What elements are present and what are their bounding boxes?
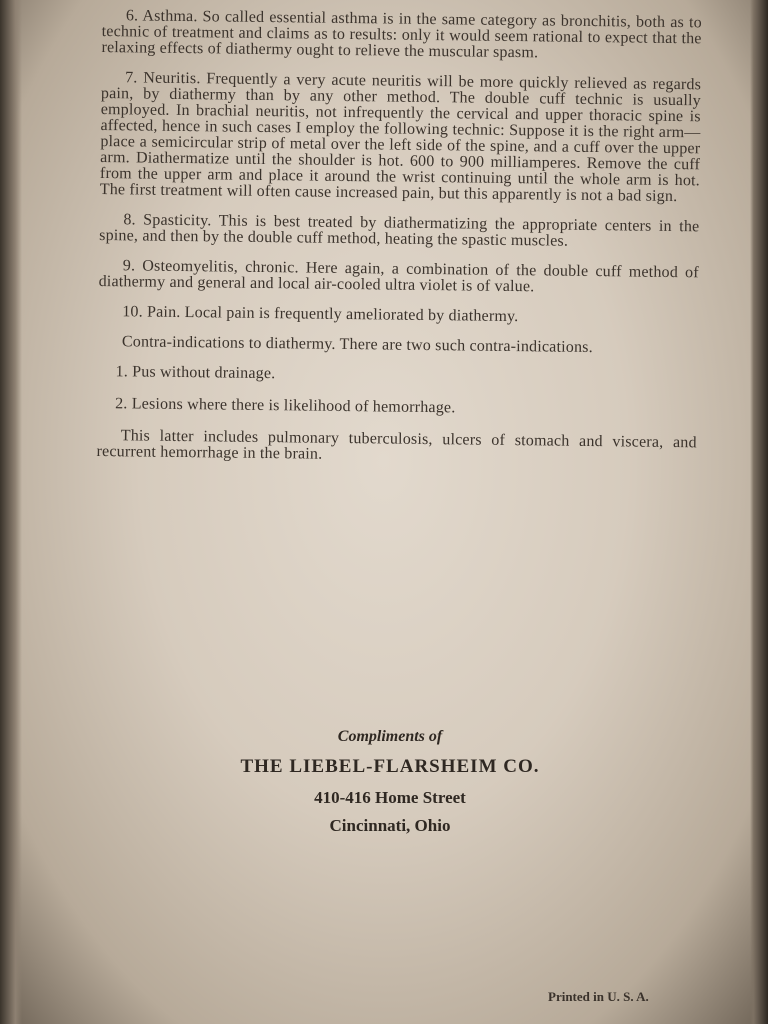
compliments-line: Compliments of bbox=[337, 728, 443, 745]
paragraph-text: 8. Spasticity. This is best treated by diathermatizing the appropriate centers in the spine, and then by the double cuff method, heating the spastic muscles. bbox=[99, 211, 700, 250]
paragraph-text: 10. Pain. Local pain is frequently ameliorated by diathermy. bbox=[122, 303, 519, 326]
paragraph-neuritis bbox=[100, 70, 702, 205]
page-edge-divider bbox=[755, 0, 757, 1024]
company-name: THE LIEBEL-FLARSHEIM CO. bbox=[240, 756, 540, 777]
paragraph-text: 7. Neuritis. Frequently a very acute neuritis will be more quickly relieved as regards pain, by diathermy than by any other method. The double cuff technic is usually employed. In brachial neuritis, not infrequently the cervical and upper thoracic spine is affected, hence in such cases I employ the following technic: Suppose it is the right arm—place a semicircular strip of metal over the left side of the spine, and a cuff over the upper arm. Diathermatize until the shoulder is hot. 600 to 900 milliamperes. Remove the cuff from the upper arm and place it around the wrist continuing until the whole arm is hot. The first treatment will often cause increased pain, but this apparently is not a bad sign. bbox=[99, 69, 702, 206]
body-text bbox=[96, 8, 702, 481]
company-city: Cincinnati, Ohio bbox=[329, 816, 451, 835]
paragraph-osteomyelitis bbox=[99, 258, 699, 297]
paragraph-latter bbox=[96, 428, 696, 467]
paragraph-text: This latter includes pulmonary tuberculosis, ulcers of stomach and viscera, and recurrent hemorrhage in the brain. bbox=[96, 427, 697, 463]
list-item-pus bbox=[97, 364, 697, 387]
printed-in-note: Printed in U. S. A. bbox=[548, 989, 649, 1004]
list-item-text: 1. Pus without drainage. bbox=[115, 363, 276, 383]
company-address: 410-416 Home Street bbox=[314, 788, 466, 807]
paragraph-pain bbox=[98, 304, 698, 327]
paragraph-contra-indications bbox=[98, 334, 698, 357]
list-item-lesions bbox=[97, 396, 697, 419]
list-item-text: 2. Lesions where there is likelihood of hemorrhage. bbox=[115, 395, 456, 417]
paragraph-text: 6. Asthma. So called essential asthma is in the same category as bronchitis, both as to technic of treatment and claims as to results: only it would seem rational to expect that the relaxing effects of diathermy ought to relieve the muscular spasm. bbox=[101, 7, 702, 62]
paragraph-text: Contra-indications to diathermy. There are two such contra-indications. bbox=[121, 333, 593, 357]
paragraph-asthma bbox=[101, 8, 702, 63]
paragraph-spasticity bbox=[99, 212, 699, 251]
paragraph-text: 9. Osteomyelitis, chronic. Here again, a combination of the double cuff method of diathermy and general and local air-cooled ultra violet is of value. bbox=[98, 257, 699, 296]
footer-imprint bbox=[170, 728, 610, 836]
